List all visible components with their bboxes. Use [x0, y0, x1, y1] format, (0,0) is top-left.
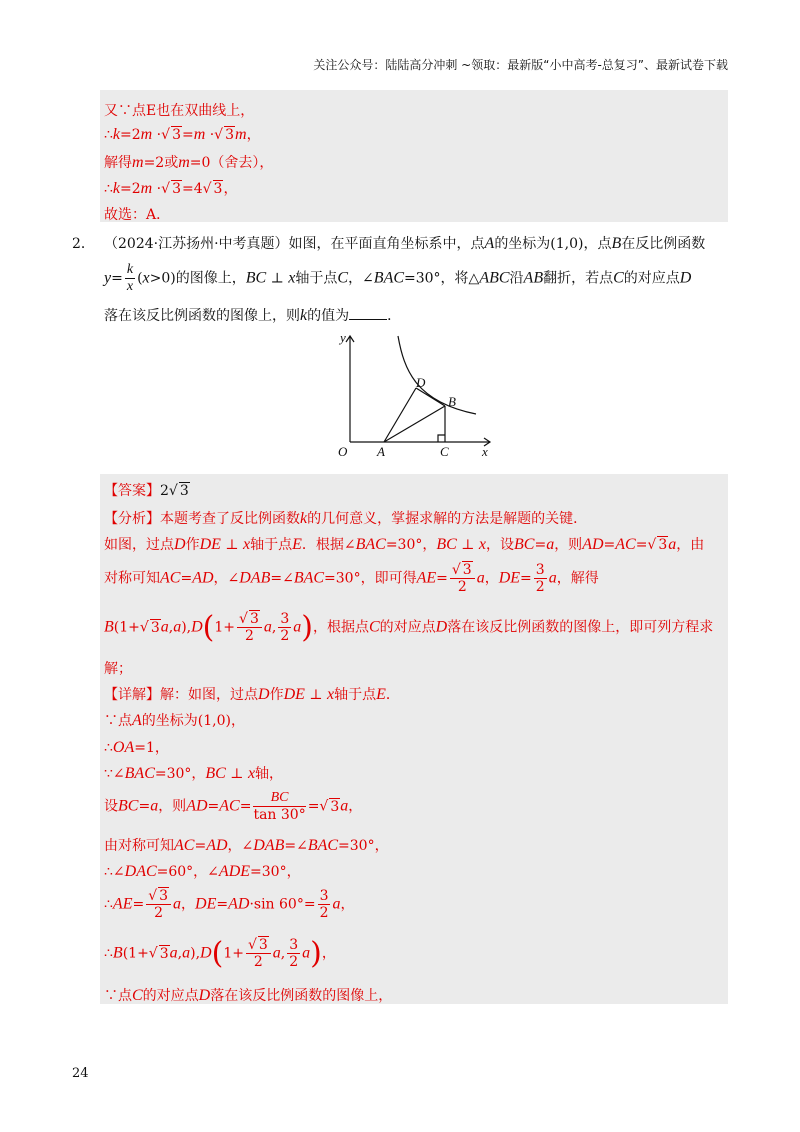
analysis-line-4: B(1+√ 3a,a),D(1+ $\frac{√ 3}{2}$ a, $\frac{3}{2}$ a)，根据点C的对应点D落在该反比例函数的图像上，即可列方程求	[104, 610, 714, 645]
label-y: y	[340, 330, 346, 345]
analysis-line-5: 解；	[104, 661, 132, 677]
analysis-line-1: 【分析】本题考查了反比例函数k的几何意义，掌握求解的方法是解题的关键．	[104, 510, 588, 527]
question-line-1: （2024·江苏扬州·中考真题）如图，在平面直角坐标系中，点A的坐标为(1,0)，点B在反比例函数	[104, 235, 706, 252]
hyperbola-curve	[398, 336, 476, 414]
detail-line-2: ∵点A的坐标为(1,0)，	[104, 712, 245, 729]
detail-line-1: 【详解】解：如图，过点D作DE ⊥ x轴于点E．	[104, 686, 400, 703]
question-source: （2024·江苏扬州·中考真题）	[104, 236, 289, 252]
label-x: x	[482, 444, 488, 459]
segment-ad	[384, 388, 416, 442]
detail-line-9: ∴B(1+√ 3a,a),D(1+ $\frac{√ 3}{2}$ a, $\frac{3}{2}$ a)，	[104, 936, 336, 971]
label-c: C	[440, 444, 449, 459]
analysis-tag: 【分析】	[104, 511, 160, 527]
detail-line-8: ∴AE= $\frac{√ 3}{2}$ a，DE=AD·sin 60°= $\frac{3}{2}$ a，	[104, 888, 355, 922]
segment-db	[416, 388, 445, 406]
detail-line-4: ∵∠BAC=30°，BC ⊥ x轴，	[104, 765, 284, 782]
label-a: A	[377, 444, 385, 459]
prev-line-4: ∴k=2m ·√ 3=4√ 3，	[104, 180, 238, 197]
answer-tag: 【答案】	[104, 483, 160, 499]
detail-tag: 【详解】	[104, 687, 160, 703]
question-number: 2．	[72, 236, 95, 252]
page-number: 24	[72, 1066, 89, 1081]
coordinate-figure	[330, 330, 500, 465]
label-d: D	[416, 375, 426, 390]
question-line-2: y= $\frac{k}{x}$ (x>0)的图像上，BC ⊥ x轴于点C，∠BAC=30°，将△ABC沿AB翻折，若点C的对应点D	[104, 262, 692, 295]
detail-line-5: 设BC=a，则AD=AC= $\frac{BC}{\tan 30^\circ}$ =√ 3a，	[104, 790, 363, 824]
label-o: O	[338, 444, 348, 459]
detail-line-3: ∴OA=1，	[104, 739, 169, 756]
prev-line-1: 又∵点E也在双曲线上，	[104, 103, 255, 119]
label-b: B	[448, 394, 456, 409]
segment-ab	[384, 406, 445, 442]
question-line-3: 落在该反比例函数的图像上，则k的值为 ．	[104, 307, 402, 324]
page-header: 关注公众号：陆陆高分冲刺 ~领取：最新版“小中高考-总复习”、最新试卷下载	[313, 58, 728, 72]
analysis-line-3: 对称可知AC=AD，∠DAB=∠BAC=30°，即可得AE= $\frac{√ 3}{2}$ a，DE= $\frac{3}{2}$ a，解得	[104, 562, 599, 596]
right-angle-mark	[438, 435, 445, 442]
detail-line-7: ∴∠DAC=60°，∠ADE=30°，	[104, 863, 301, 880]
prev-line-5: 故选：A．	[104, 207, 171, 223]
answer-blank	[349, 307, 387, 320]
analysis-line-2: 如图，过点D作DE ⊥ x轴于点E．根据∠BAC=30°，BC ⊥ x，设BC=a，则AD=AC=√ 3a，由	[104, 536, 705, 553]
prev-line-3: 解得m=2或m=0（舍去），	[104, 154, 274, 171]
detail-line-6: 由对称可知AC=AD，∠DAB=∠BAC=30°，	[104, 837, 389, 854]
prev-line-2: ∴k=2m ·√ 3=m ·√ 3m，	[104, 126, 261, 143]
answer-line: 【答案】2√ 3	[104, 483, 189, 499]
detail-line-10: ∵点C的对应点D落在该反比例函数的图像上，	[104, 987, 393, 1004]
